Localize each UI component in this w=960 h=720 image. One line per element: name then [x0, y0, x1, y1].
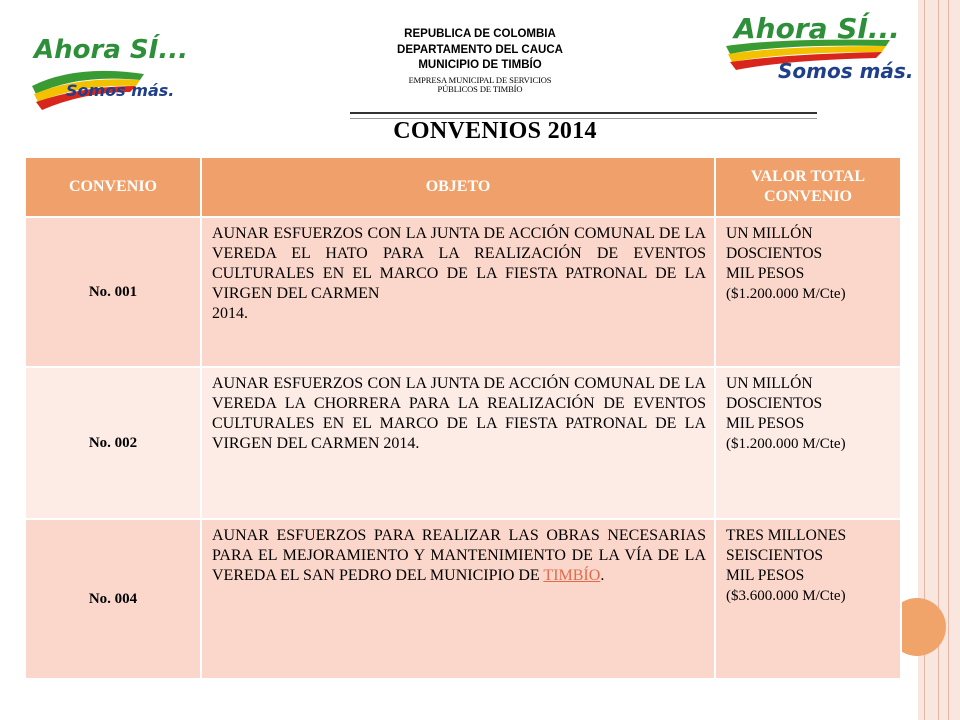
convenio-valor — [715, 217, 901, 367]
ahora-si-logo-left — [26, 24, 188, 114]
logo-somos-text: Somos más. — [778, 59, 914, 83]
valor-number: ($3.600.000 M/Cte) — [726, 588, 846, 604]
title-rule — [350, 112, 817, 114]
objeto-tail: 2014. — [212, 305, 248, 322]
header-company-line1: EMPRESA MUNICIPAL DE SERVICIOS — [408, 74, 552, 85]
objeto-end: . — [600, 567, 605, 584]
logo-ahora-text: Ahora SÍ... — [734, 12, 900, 45]
timbio-link[interactable]: TIMBÍO — [543, 567, 601, 584]
convenio-objeto — [201, 217, 715, 367]
table-row — [25, 217, 901, 367]
convenio-number: No. 001 — [25, 217, 201, 367]
objeto-text: AUNAR ESFUERZOS PARA REALIZAR LAS OBRAS NECESARIAS PARA EL MEJORAMIENTO Y MANTENIMIENTO DE LA VÍA DE LA VEREDA EL SAN PEDRO DEL MUNICIPIO DE — [212, 527, 706, 584]
header-country: REPUBLICA DE COLOMBIA — [404, 28, 556, 40]
valor-words: TRES MILLONES — [726, 527, 847, 544]
header-objeto: OBJETO — [201, 157, 715, 217]
ahora-si-logo-right — [720, 8, 914, 88]
header-department: DEPARTAMENTO DEL CAUCA — [397, 43, 563, 56]
valor-number: ($1.200.000 M/Cte) — [726, 436, 846, 452]
valor-words: DOSCIENTOS — [726, 245, 823, 262]
header-valor — [715, 157, 901, 217]
page-title: CONVENIOS 2014 — [393, 118, 597, 144]
logo-ahora-text: Ahora SÍ... — [34, 35, 188, 65]
institution-header — [330, 27, 630, 95]
header-convenio: CONVENIO — [25, 157, 201, 217]
valor-words: UN MILLÓN — [726, 375, 813, 392]
convenios-table — [24, 156, 902, 680]
valor-number: ($1.200.000 M/Cte) — [726, 286, 846, 302]
logo-somos-text: Somos más. — [66, 81, 175, 100]
convenio-valor — [715, 367, 901, 519]
convenio-objeto — [201, 367, 715, 519]
valor-words: SEISCIENTOS — [726, 547, 824, 564]
convenio-valor — [715, 519, 901, 679]
table-row — [25, 519, 901, 679]
valor-words: UN MILLÓN — [726, 225, 813, 242]
valor-words: MIL PESOS — [726, 265, 805, 282]
header-valor-line2: CONVENIO — [763, 188, 852, 205]
convenio-number: No. 002 — [25, 367, 201, 519]
header-valor-line1: VALOR TOTAL — [751, 168, 865, 185]
convenio-number: No. 004 — [25, 519, 201, 679]
valor-words: MIL PESOS — [726, 415, 805, 432]
table-row — [25, 367, 901, 519]
header-municipality: MUNICIPIO DE TIMBÍO — [418, 59, 542, 71]
objeto-text: AUNAR ESFUERZOS CON LA JUNTA DE ACCIÓN COMUNAL DE LA VEREDA LA CHORRERA PARA LA REALIZACIÓN DE EVENTOS CULTURALES EN EL MARCO DE LA FIESTA PATRONAL DE LA VIRGEN DEL CARMEN 2014. — [212, 375, 706, 452]
band-line — [948, 0, 949, 720]
table-header-row — [25, 157, 901, 217]
header-company-line2: PÚBLICOS DE TIMBÍO — [437, 84, 523, 94]
convenio-objeto — [201, 519, 715, 679]
valor-words: MIL PESOS — [726, 567, 805, 584]
objeto-text: AUNAR ESFUERZOS CON LA JUNTA DE ACCIÓN COMUNAL DE LA VEREDA EL HATO PARA LA REALIZACIÓN DE EVENTOS CULTURALES EN EL MARCO DE LA FIESTA PATRONAL DE LA VIRGEN DEL CARMEN — [212, 225, 706, 302]
valor-words: DOSCIENTOS — [726, 395, 823, 412]
